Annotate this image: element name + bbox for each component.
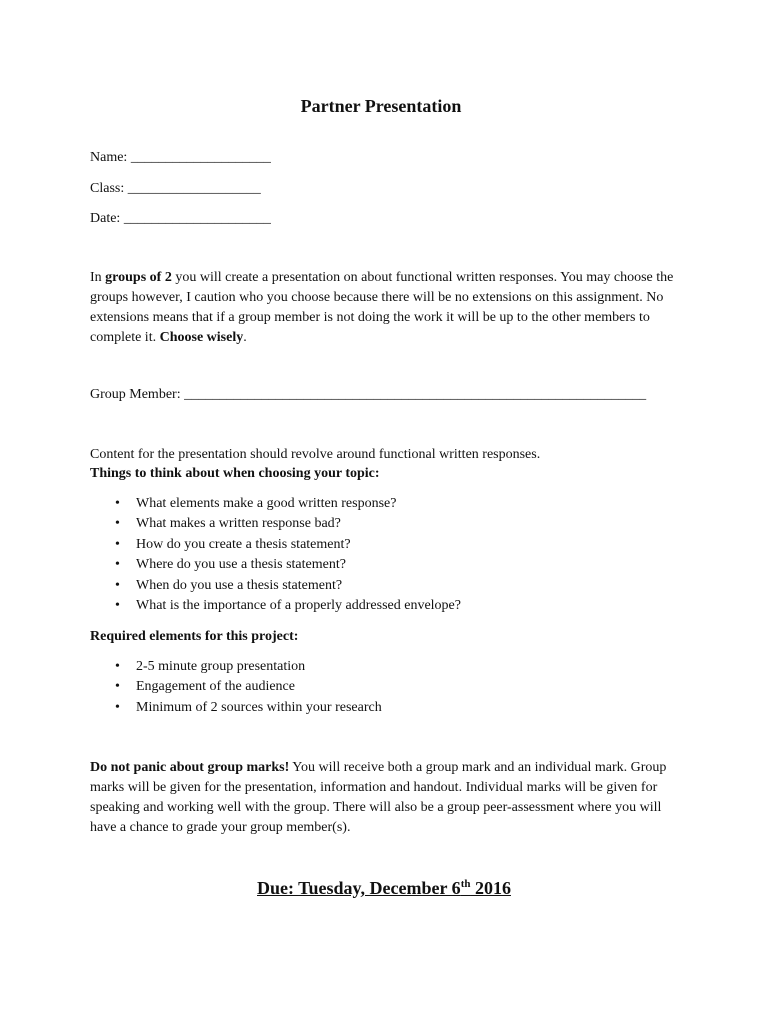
list-item: • When do you use a thesis statement? bbox=[90, 576, 461, 596]
list-item: • What makes a written response bad? bbox=[90, 514, 461, 534]
list-item: • Where do you use a thesis statement? bbox=[90, 555, 461, 575]
list-item: • What is the importance of a properly addressed envelope? bbox=[90, 596, 461, 616]
intro-text-2: you will create a presentation on about functional written responses. You may choose the groups however, I caution who you choose because there will be no extensions on this assignment. No extensions means that if a group member is not doing the work it will be up to the other members to complete it. bbox=[90, 270, 674, 345]
list-item: • How do you create a thesis statement? bbox=[90, 535, 461, 555]
document-title: Partner Presentation bbox=[300, 96, 462, 116]
name-field: Name: ____________________ bbox=[90, 150, 271, 165]
marks-bold: Do not panic about group marks! bbox=[90, 760, 290, 775]
intro-text-1: In bbox=[90, 270, 106, 285]
due-suffix: 2016 bbox=[470, 878, 511, 898]
due-superscript: th bbox=[460, 878, 471, 890]
due-prefix: Due: Tuesday, December 6 bbox=[257, 878, 461, 898]
intro-bold-groups: groups of 2 bbox=[105, 270, 172, 285]
group-member-field: Group Member: __________________________________________________________________ bbox=[90, 387, 647, 402]
topic-heading: Things to think about when choosing your topic: bbox=[90, 466, 380, 481]
intro-text-3: . bbox=[243, 330, 247, 345]
intro-paragraph bbox=[90, 268, 690, 348]
class-field: Class: ___________________ bbox=[90, 181, 261, 196]
content-description: Content for the presentation should revolve around functional written responses. bbox=[90, 447, 541, 462]
list-item: • Engagement of the audience bbox=[90, 677, 382, 697]
list-item: • Minimum of 2 sources within your research bbox=[90, 698, 382, 718]
list-item: • 2-5 minute group presentation bbox=[90, 657, 382, 677]
date-field: Date: _____________________ bbox=[90, 211, 271, 226]
intro-bold-choose: Choose wisely bbox=[159, 330, 244, 345]
topic-list bbox=[90, 494, 461, 616]
list-item: • What elements make a good written response? bbox=[90, 494, 461, 514]
required-heading: Required elements for this project: bbox=[90, 629, 299, 644]
marks-text: You will receive both a group mark and an individual mark. Group marks will be given for the presentation, information and handout. Individual marks will be given for speaking and working well with the group. There will also be a group peer-assessment where you will have a chance to grade your group member(s). bbox=[90, 760, 667, 835]
due-date bbox=[0, 876, 768, 900]
marks-paragraph bbox=[90, 758, 690, 838]
required-list bbox=[90, 657, 382, 718]
